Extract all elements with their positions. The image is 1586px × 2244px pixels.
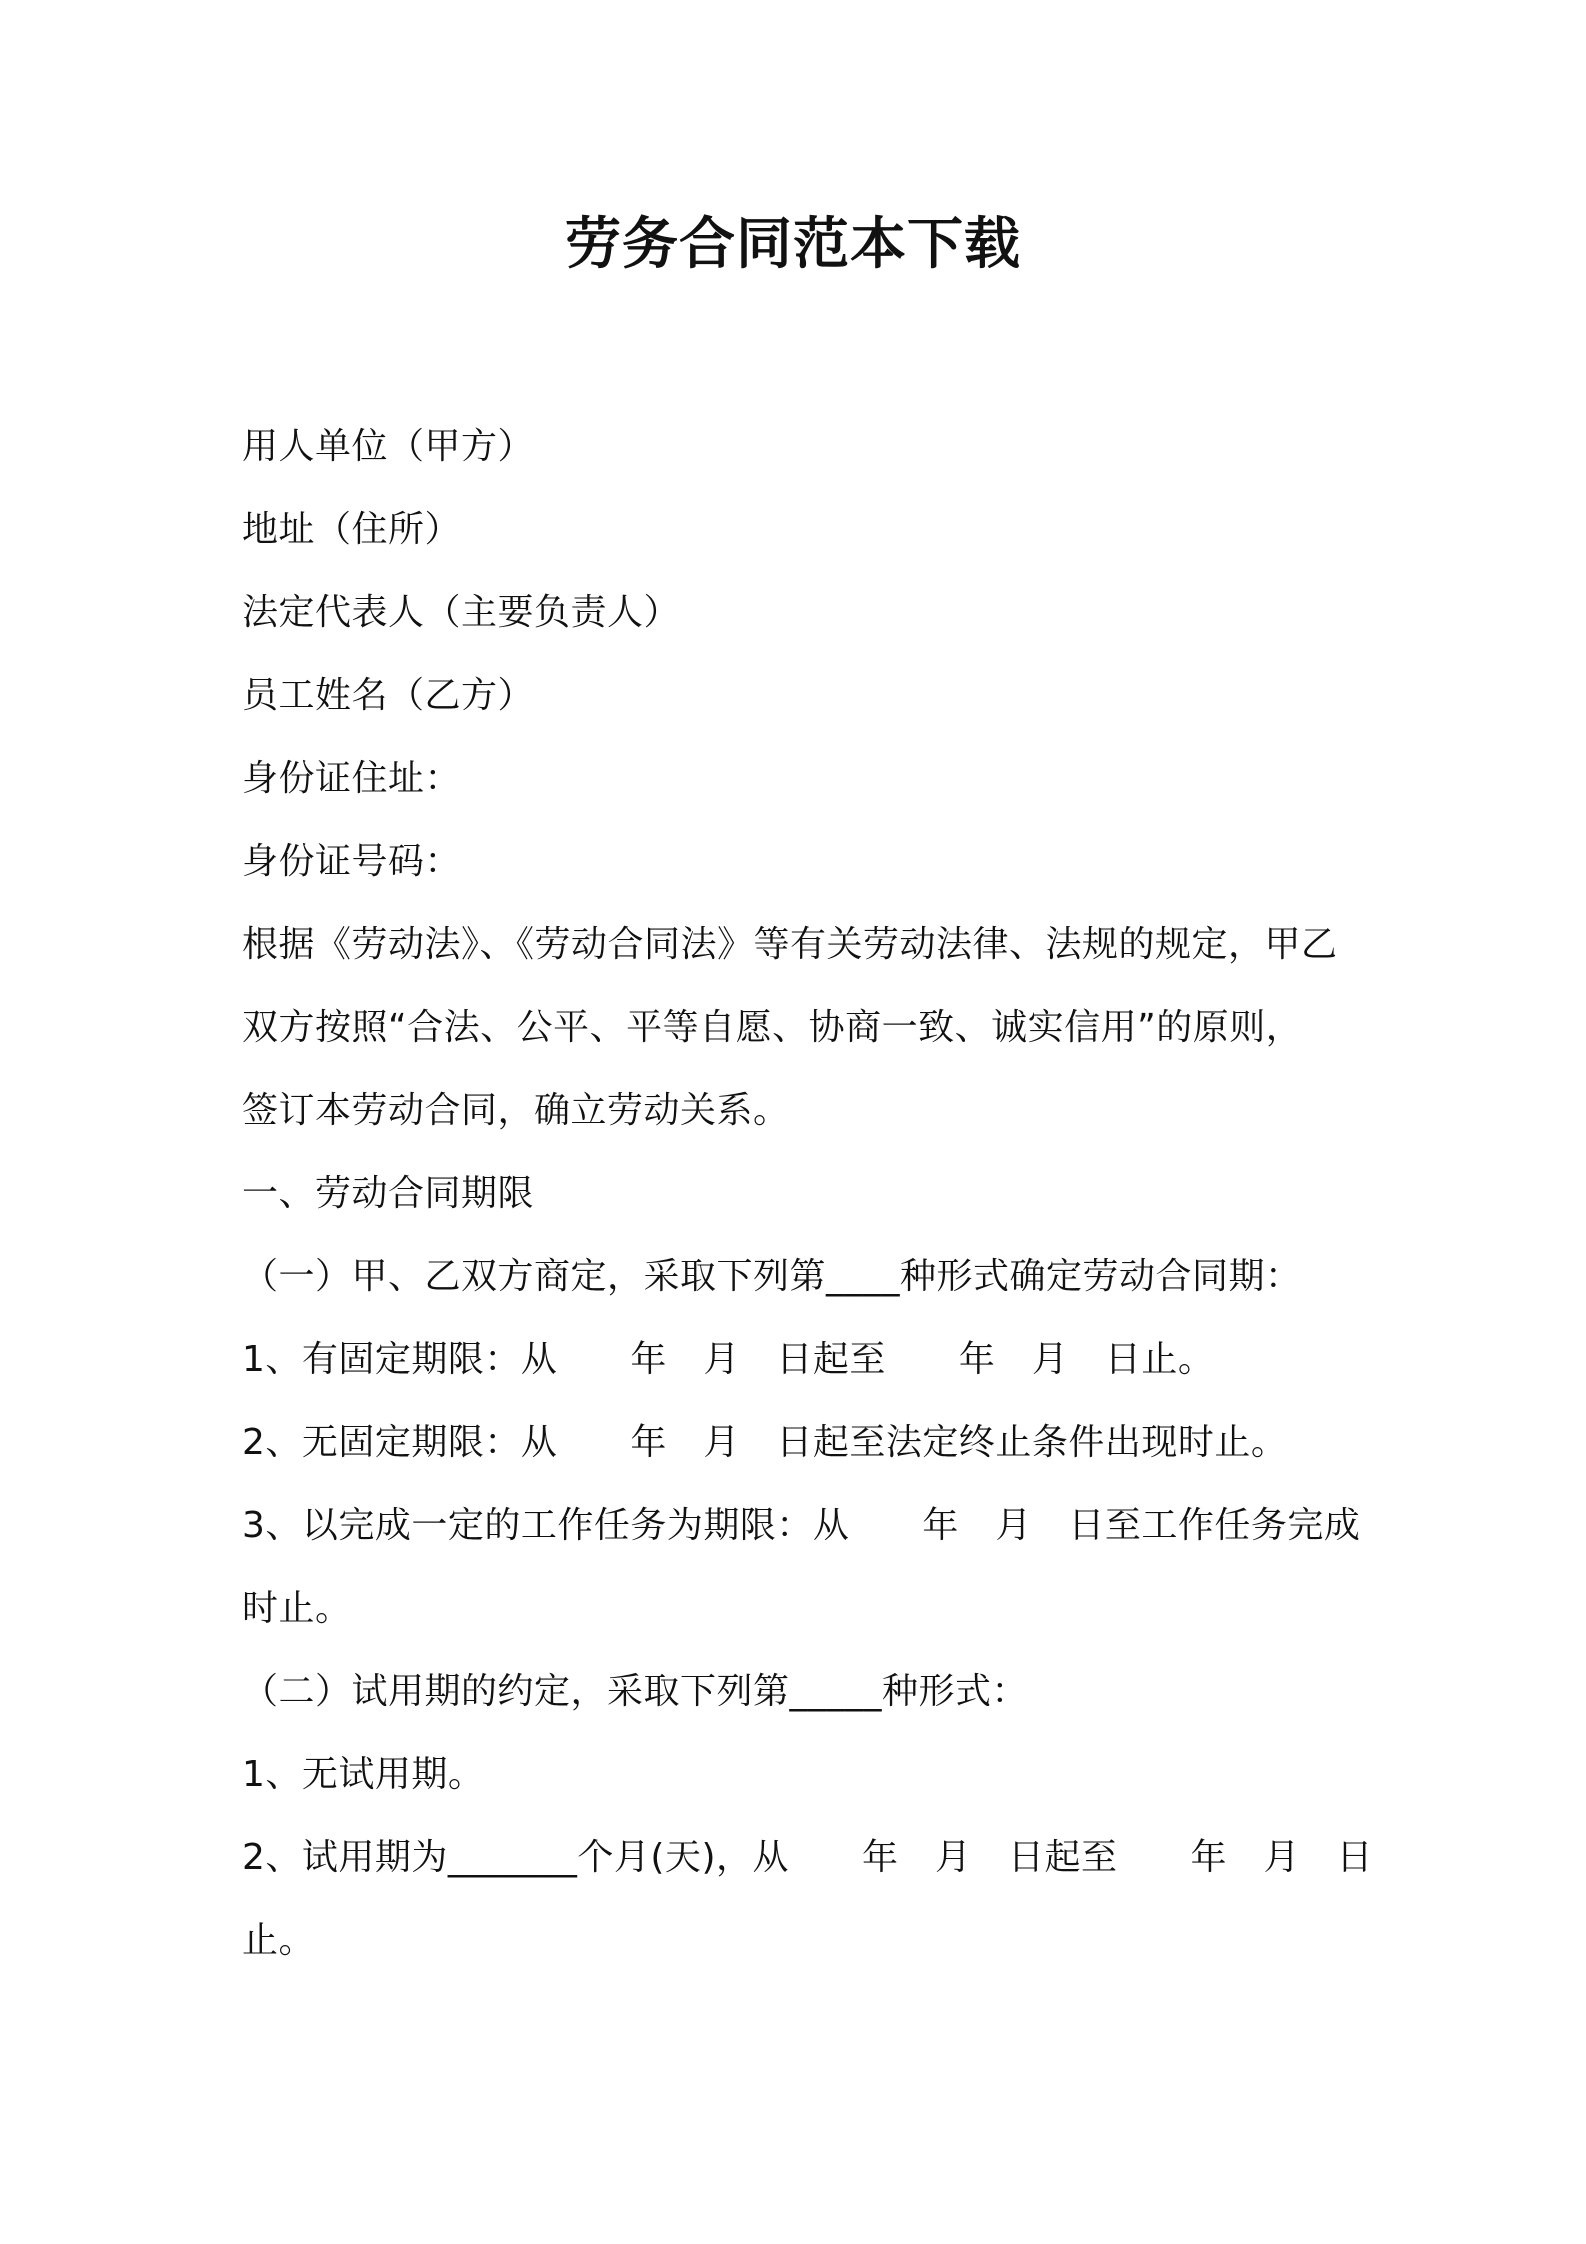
party-a-employer-line: 用人单位（甲方） bbox=[242, 426, 535, 467]
section-heading-contract-term: 一、劳动合同期限 bbox=[242, 1173, 535, 1214]
document-title: 劳务合同范本下载 bbox=[565, 212, 1021, 277]
preamble-line-2: 双方按照“合法、公平、平等自愿、协商一致、诚实信用”的原则， bbox=[242, 1007, 1303, 1048]
id-number-line: 身份证号码： bbox=[242, 841, 462, 882]
legal-representative-line: 法定代表人（主要负责人） bbox=[242, 592, 681, 633]
document-body bbox=[242, 405, 1373, 1982]
address-line: 地址（住所） bbox=[242, 509, 462, 550]
clause-probation-period-line-2: 止。 bbox=[242, 1920, 316, 1961]
clause-no-probation: 1、无试用期。 bbox=[242, 1754, 485, 1795]
party-b-employee-name-line: 员工姓名（乙方） bbox=[242, 675, 535, 716]
clause-probation-form: （二）试用期的约定，采取下列第_____种形式： bbox=[242, 1671, 1029, 1712]
clause-fixed-term: 1、有固定期限：从 年 月 日起至 年 月 日止。 bbox=[242, 1339, 1215, 1380]
clause-task-term-line-2: 时止。 bbox=[242, 1588, 352, 1629]
id-address-line: 身份证住址： bbox=[242, 758, 462, 799]
preamble-line-1: 根据《劳动法》、《劳动合同法》等有关劳动法律、法规的规定，甲乙 bbox=[242, 924, 1338, 965]
preamble-line-3: 签订本劳动合同，确立劳动关系。 bbox=[242, 1090, 790, 1131]
clause-probation-period-line-1: 2、试用期为_______个月(天)，从 年 月 日起至 年 月 日 bbox=[242, 1837, 1373, 1878]
clause-term-form: （一）甲、乙双方商定，采取下列第____种形式确定劳动合同期： bbox=[242, 1256, 1302, 1297]
clause-open-ended-term: 2、无固定期限：从 年 月 日起至法定终止条件出现时止。 bbox=[242, 1422, 1288, 1463]
clause-task-term-line-1: 3、以完成一定的工作任务为期限：从 年 月 日至工作任务完成 bbox=[242, 1505, 1361, 1546]
